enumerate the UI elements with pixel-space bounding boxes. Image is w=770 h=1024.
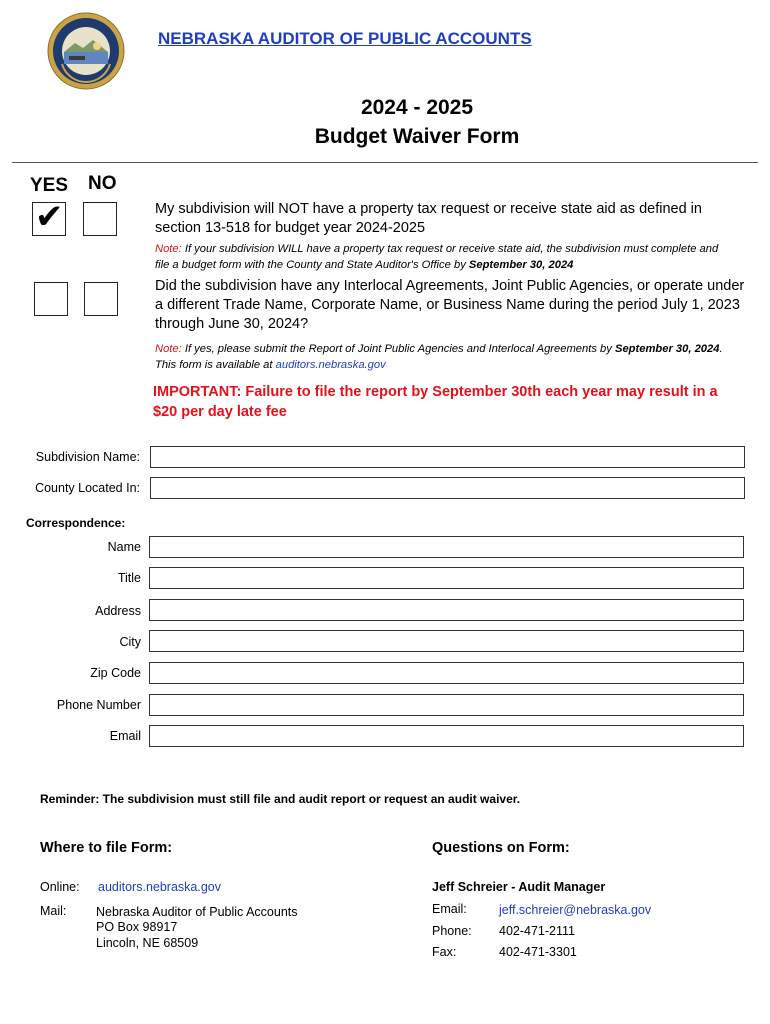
question1-yes-checkbox[interactable] bbox=[32, 198, 66, 236]
question2-yes-checkbox[interactable] bbox=[34, 282, 68, 316]
county-label: County Located In: bbox=[35, 481, 140, 495]
contact-email-link[interactable]: jeff.schreier@nebraska.gov bbox=[499, 903, 652, 917]
subdivision-name-field[interactable] bbox=[150, 446, 745, 468]
where-to-file-heading: Where to file Form: bbox=[40, 840, 173, 856]
question1-text: My subdivision will NOT have a property tax request or receive state aid as defined in section 13-518 for budget year 2024-2025 bbox=[155, 201, 702, 236]
contact-phone-value: 402-471-2111 bbox=[499, 924, 575, 938]
question2-note bbox=[155, 341, 730, 373]
note-body: If yes, please submit the Report of Joint Public Agencies and Interlocal Agreements by bbox=[181, 343, 615, 355]
zip-code-label: Zip Code bbox=[90, 666, 141, 680]
reminder-text: Reminder: The subdivision must still file and audit report or request an audit waiver. bbox=[40, 792, 521, 806]
yes-column-label: YES bbox=[30, 175, 69, 196]
zip-code-field[interactable] bbox=[149, 662, 744, 684]
online-link[interactable]: auditors.nebraska.gov bbox=[98, 880, 221, 894]
address-label: Address bbox=[95, 604, 141, 618]
question1-no-checkbox[interactable] bbox=[83, 202, 117, 236]
correspondence-heading: Correspondence: bbox=[26, 516, 126, 530]
question2-no-checkbox[interactable] bbox=[84, 282, 118, 316]
mail-address-line1: Nebraska Auditor of Public Accounts bbox=[96, 905, 298, 919]
name-label: Name bbox=[107, 540, 141, 554]
contact-phone-label: Phone: bbox=[432, 924, 472, 938]
note-prefix: Note: bbox=[155, 243, 182, 255]
note-tail: . This form is available at bbox=[155, 343, 723, 371]
contact-email-label: Email: bbox=[432, 902, 467, 916]
note-body: If your subdivision WILL have a property tax request or receive state aid, the subdivision must complete and file a budget form with the County and State Auditor's Office by bbox=[155, 243, 719, 271]
question1-note bbox=[155, 241, 730, 273]
title-label: Title bbox=[117, 571, 141, 585]
note-deadline: September 30, 2024 bbox=[614, 343, 720, 355]
important-warning: IMPORTANT: Failure to file the report by September 30th each year may result in a $20 per day late fee bbox=[153, 384, 718, 420]
subdivision-name-label: Subdivision Name: bbox=[35, 450, 140, 464]
phone-number-field[interactable] bbox=[149, 694, 744, 716]
phone-number-label: Phone Number bbox=[56, 698, 141, 712]
form-title: Budget Waiver Form bbox=[314, 125, 520, 148]
note-link[interactable]: auditors.nebraska.gov bbox=[275, 359, 386, 371]
address-field[interactable] bbox=[149, 599, 744, 621]
city-label: City bbox=[119, 635, 141, 649]
email-label: Email bbox=[109, 729, 141, 743]
auditor-header-link[interactable]: NEBRASKA AUDITOR OF PUBLIC ACCOUNTS bbox=[158, 29, 532, 48]
email-field[interactable] bbox=[149, 725, 744, 747]
mail-label: Mail: bbox=[40, 904, 67, 918]
header-divider bbox=[12, 162, 758, 163]
form-year-title: 2024 - 2025 bbox=[360, 96, 474, 119]
name-field[interactable] bbox=[149, 536, 744, 558]
questions-heading: Questions on Form: bbox=[432, 840, 570, 856]
mail-address-line2: PO Box 98917 bbox=[96, 920, 178, 934]
checkmark-icon: ✔ bbox=[35, 198, 64, 236]
contact-fax-label: Fax: bbox=[432, 945, 457, 959]
note-prefix: Note: bbox=[155, 343, 182, 355]
note-deadline: September 30, 2024 bbox=[468, 259, 574, 271]
mail-address-line3: Lincoln, NE 68509 bbox=[96, 936, 199, 950]
question2-text: Did the subdivision have any Interlocal Agreements, Joint Public Agencies, or operate under a different Trade Name, Corporate Name, or Business Name during the period July 1, 2023 through June 30, 2024? bbox=[155, 278, 745, 332]
online-label: Online: bbox=[40, 880, 80, 894]
state-seal-logo bbox=[47, 12, 125, 90]
title-field[interactable] bbox=[149, 567, 744, 589]
contact-name: Jeff Schreier - Audit Manager bbox=[432, 880, 606, 894]
city-field[interactable] bbox=[149, 630, 744, 652]
contact-fax-value: 402-471-3301 bbox=[499, 945, 577, 959]
county-field[interactable] bbox=[150, 477, 745, 499]
no-column-label: NO bbox=[88, 173, 117, 194]
